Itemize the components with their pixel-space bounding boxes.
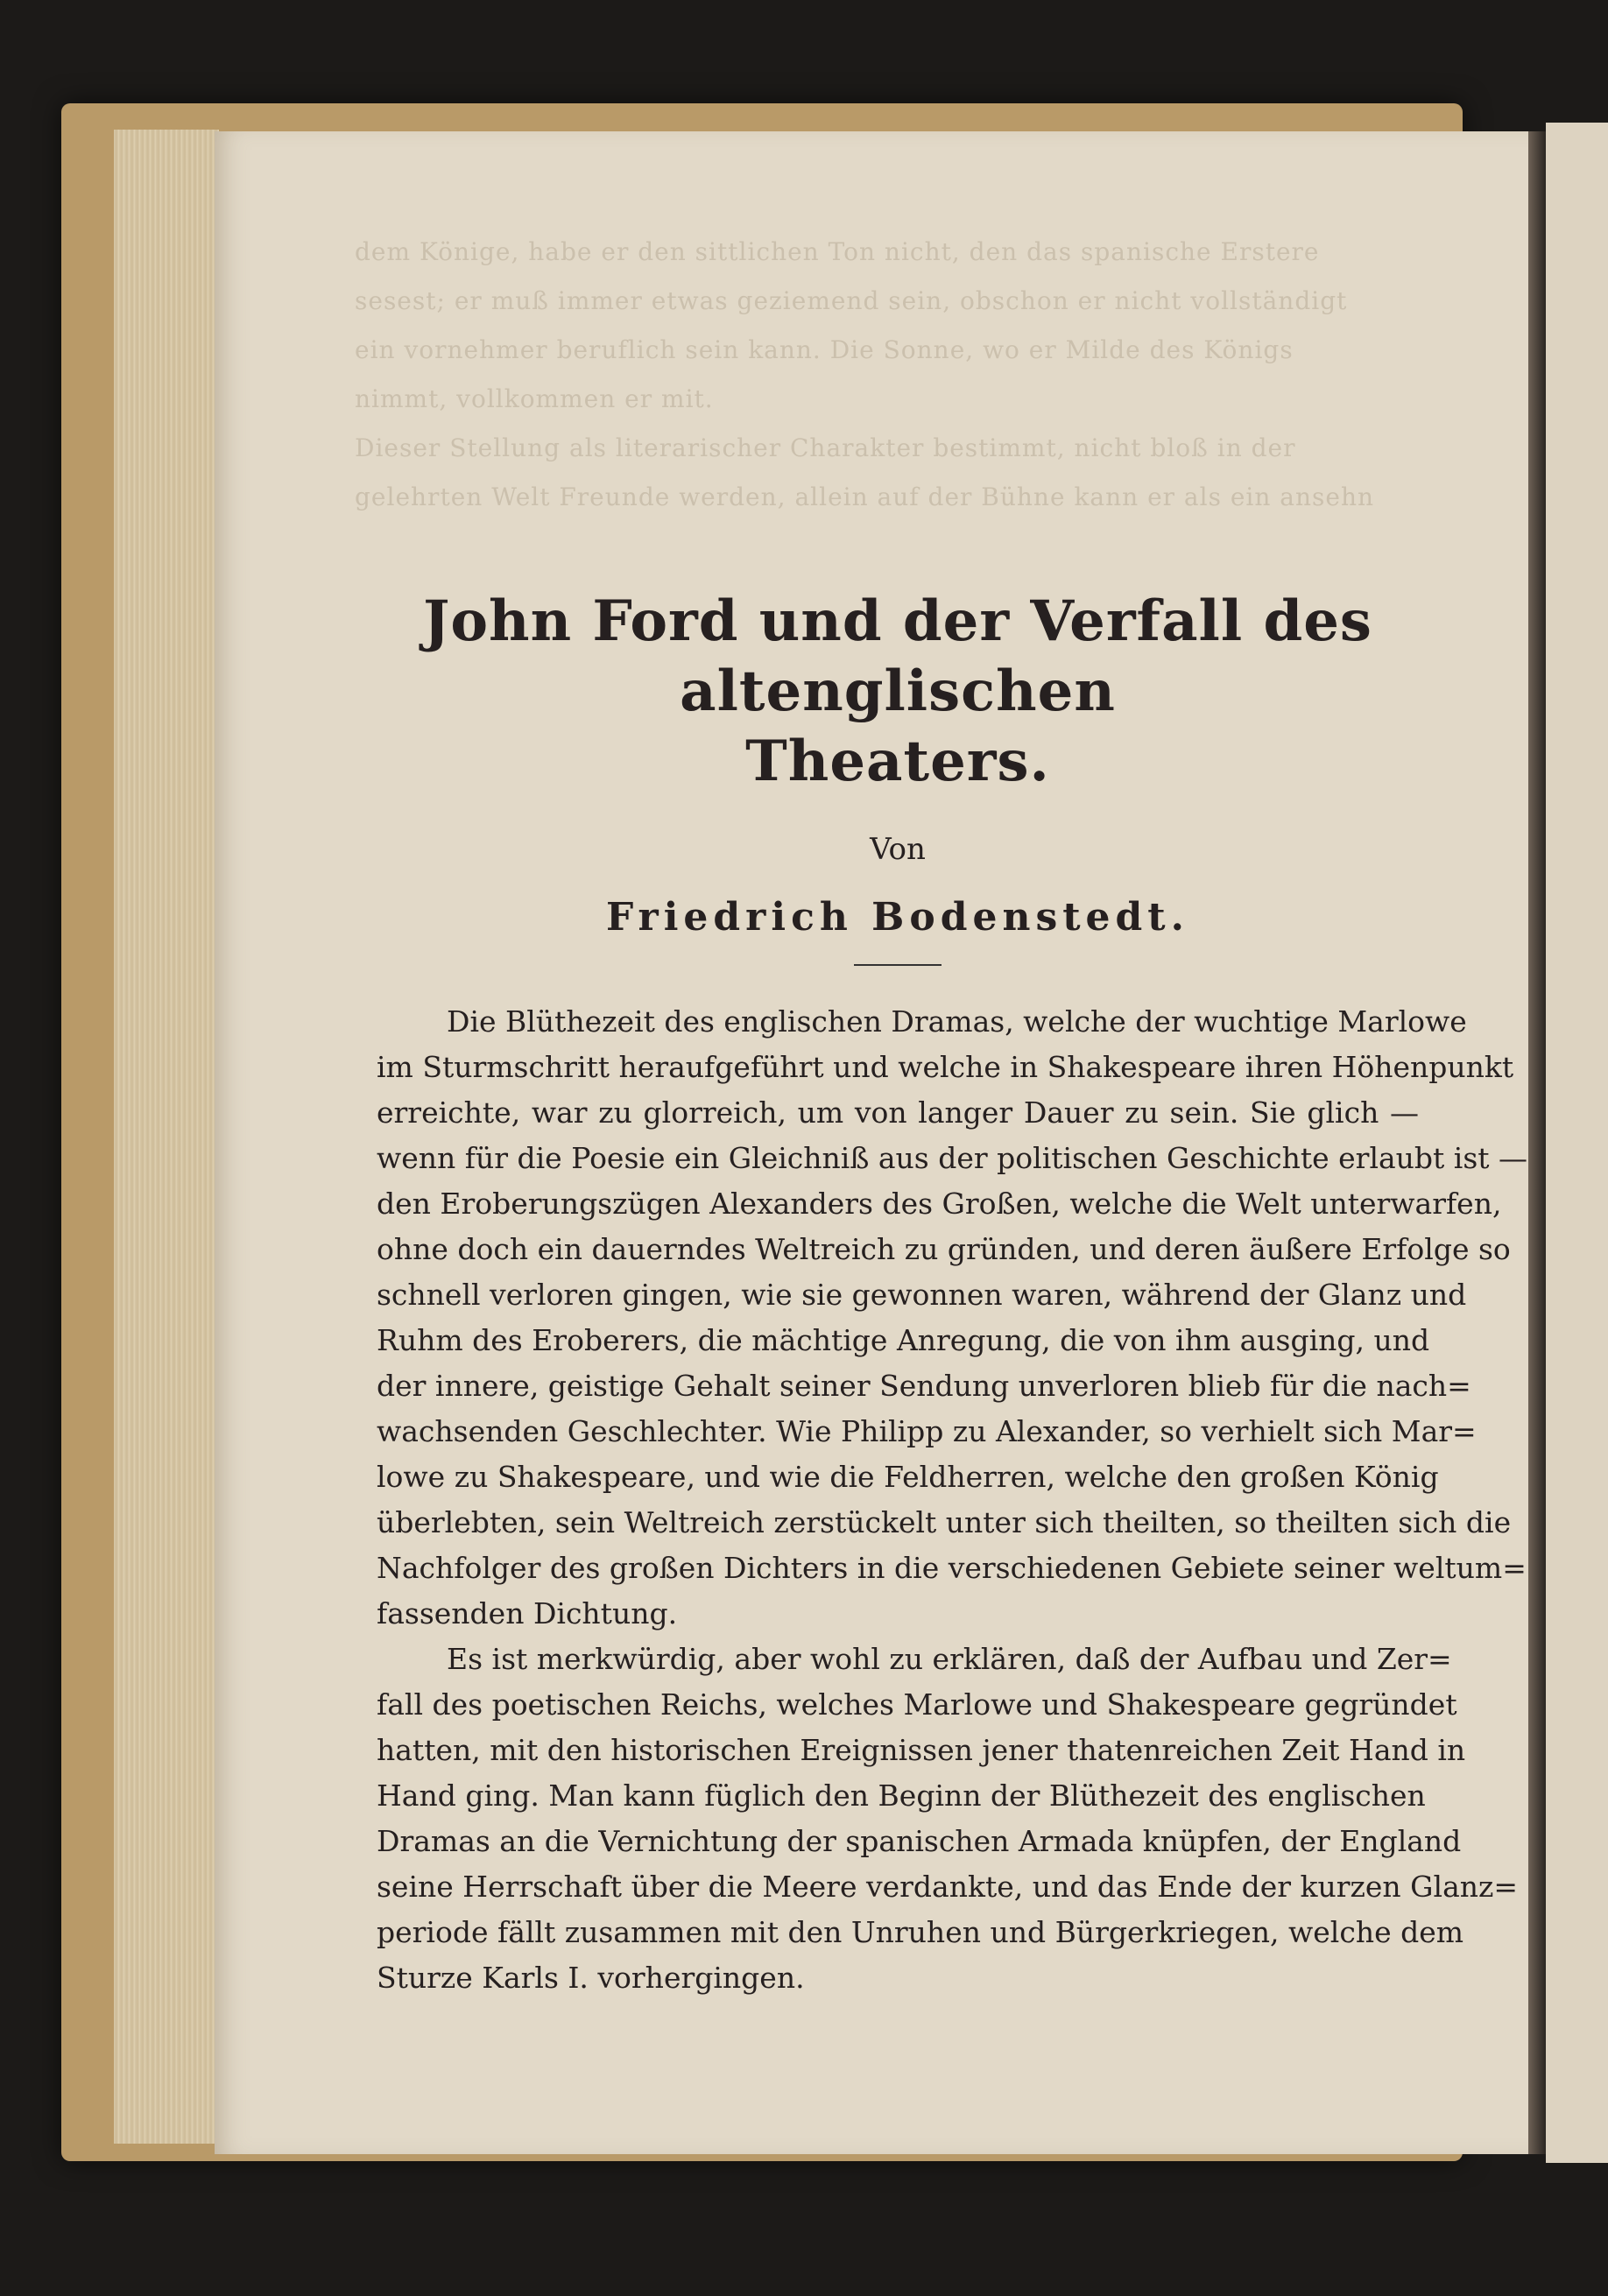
bleed-line: dem Könige, habe er den sittlichen Ton nicht, den das spanische Erstere [355, 237, 1320, 266]
text-line: periode fällt zusammen mit den Unruhen und Bürgerkriegen, welche dem [377, 1915, 1464, 1949]
text-line: erreichte, war zu glorreich, um von langer Dauer zu sein. Sie glich — [377, 1095, 1419, 1130]
text-line: im Sturmschritt heraufgeführt und welche in Shakespeare ihren Höhenpunkt [377, 1050, 1514, 1084]
page-gutter [1528, 131, 1546, 2154]
text-line: Sturze Karls I. vorhergingen. [377, 1961, 805, 1995]
title-line: Theaters. [745, 729, 1050, 794]
text-line: fall des poetischen Reichs, welches Marlowe und Shakespeare gegründet [377, 1687, 1457, 1722]
text-line: der innere, geistige Gehalt seiner Sendung unverloren blieb für die nach= [377, 1369, 1471, 1403]
byline: Von [870, 832, 926, 867]
text-line: Ruhm des Eroberers, die mächtige Anregung, die von ihm ausging, und [377, 1323, 1430, 1357]
bleed-line: sesest; er muß immer etwas geziemend sein, obschon er nicht vollständigt [355, 286, 1348, 315]
divider-rule [854, 964, 942, 966]
text-line: wenn für die Poesie ein Gleichniß aus der politischen Geschichte erlaubt ist — [377, 1141, 1528, 1175]
text-line: den Eroberungszügen Alexanders des Großen, welche die Welt unterwarfen, [377, 1187, 1502, 1221]
bleed-through-text [355, 228, 1441, 522]
text-line: fassenden Dichtung. [377, 1596, 678, 1630]
paragraph-1 [377, 999, 1528, 1637]
article-title [377, 587, 1419, 797]
text-line: Nachfolger des großen Dichters in die verschiedenen Gebiete seiner weltum= [377, 1551, 1527, 1585]
bleed-line: ein vornehmer beruflich sein kann. Die Sonne, wo er Milde des Königs [355, 335, 1294, 364]
paragraph-2 [377, 1637, 1519, 2001]
bleed-line: Dieser Stellung als literarischer Charakter bestimmt, nicht bloß in der [355, 433, 1296, 462]
page-edges [114, 130, 219, 2144]
text-line: überlebten, sein Weltreich zerstückelt unter sich theilten, so theilten sich die [377, 1505, 1512, 1539]
article [377, 587, 1528, 2001]
text-line: lowe zu Shakespeare, und wie die Feldherren, welche den großen König [377, 1460, 1439, 1494]
text-line: hatten, mit den historischen Ereignissen jener thatenreichen Zeit Hand in [377, 1733, 1466, 1767]
text-line: Die Blüthezeit des englischen Dramas, welche der wuchtige Marlowe [447, 1004, 1467, 1039]
title-line: John Ford und der Verfall des altenglischen [423, 588, 1372, 724]
text-line: Es ist merkwürdig, aber wohl zu erklären, daß der Aufbau und Zer= [447, 1642, 1452, 1676]
text-line: ohne doch ein dauerndes Weltreich zu gründen, und deren äußere Erfolge so [377, 1232, 1511, 1266]
text-line: Hand ging. Man kann füglich den Beginn der Blüthezeit des englischen [377, 1778, 1426, 1813]
text-line: seine Herrschaft über die Meere verdankte, und das Ende der kurzen Glanz= [377, 1870, 1519, 1904]
bleed-line: gelehrten Welt Freunde werden, allein auf der Bühne kann er als ein ansehn [355, 482, 1375, 511]
facing-page-edge [1546, 123, 1608, 2163]
book-page [215, 131, 1528, 2154]
author-name: Friedrich Bodenstedt. [606, 895, 1189, 940]
text-line: schnell verloren gingen, wie sie gewonnen waren, während der Glanz und [377, 1278, 1467, 1312]
text-line: Dramas an die Vernichtung der spanischen Armada knüpfen, der England [377, 1824, 1462, 1858]
bleed-line: nimmt, vollkommen er mit. [355, 384, 714, 413]
article-body [377, 999, 1528, 2001]
text-line: wachsenden Geschlechter. Wie Philipp zu Alexander, so verhielt sich Mar= [377, 1414, 1477, 1448]
